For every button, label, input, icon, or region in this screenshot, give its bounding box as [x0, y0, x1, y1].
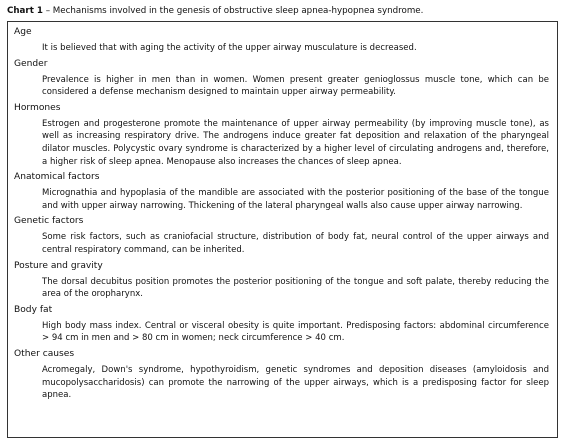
mechanisms-table [7, 21, 558, 438]
section-anatomical-factors [14, 170, 549, 212]
section-heading: Genetic factors [14, 216, 84, 227]
section-age [14, 25, 549, 55]
section-gender [14, 57, 549, 99]
section-text: High body mass index. Central or visceral obesity is quite important. Predisposing factors: abdominal circumference > 94 cm in men and > 80 cm in women; neck circumference > 40 cm. [42, 320, 549, 344]
section-heading: Age [14, 27, 32, 37]
section-text: The dorsal decubitus position promotes the posterior positioning of the tongue and soft palate, thereby reducing the area of the oropharynx. [42, 276, 549, 300]
section-genetic-factors [14, 214, 549, 256]
chart-title-text: – Mechanisms involved in the genesis of obstructive sleep apnea-hypopnea syndrome. [42, 6, 424, 16]
section-posture-and-gravity [14, 259, 549, 301]
section-text: Prevalence is higher in men than in women. Women present greater genioglossus muscle tone, which can be considered a defense mechanism designed to maintain upper airway permeability. [42, 74, 549, 98]
section-body-fat [14, 303, 549, 345]
section-heading: Hormones [14, 102, 61, 113]
section-text: It is believed that with aging the activity of the upper airway musculature is decreased. [42, 43, 417, 53]
chart-title-label: Chart 1 [7, 6, 43, 16]
section-text: Micrognathia and hypoplasia of the mandible are associated with the posterior positioning of the base of the tongue and with upper airway narrowing. Thickening of the lateral pharyngeal walls also cause upper airway narrowing. [42, 188, 549, 211]
section-text: Some risk factors, such as craniofacial structure, distribution of body fat, neural control of the upper airways and central respiratory command, can be inherited. [42, 232, 549, 255]
section-heading: Posture and gravity [14, 260, 103, 271]
section-text: Acromegaly, Down's syndrome, hypothyroidism, genetic syndromes and deposition diseases (amyloidosis and mucopolysaccharidosis) can promote the narrowing of the upper airways, which is a predisposing factor for sleep apnea. [42, 364, 549, 401]
section-heading: Gender [14, 58, 48, 69]
section-text: Estrogen and progesterone promote the maintenance of upper airway permeability (by improving muscle tone), as well as increasing respiratory drive. The androgens induce greater fat deposition and relaxation of the pharyngeal dilator muscles. Polycystic ovary syndrome is characterized by a higher level of circulating androgens and, therefore, a higher risk of sleep apnea. Menopause also increases the chances of sleep apnea. [42, 118, 549, 167]
section-heading: Anatomical factors [14, 172, 100, 183]
section-hormones [14, 101, 549, 168]
section-heading: Body fat [14, 304, 53, 315]
section-other-causes [14, 347, 549, 402]
section-heading: Other causes [14, 348, 75, 359]
chart-title [7, 5, 423, 17]
